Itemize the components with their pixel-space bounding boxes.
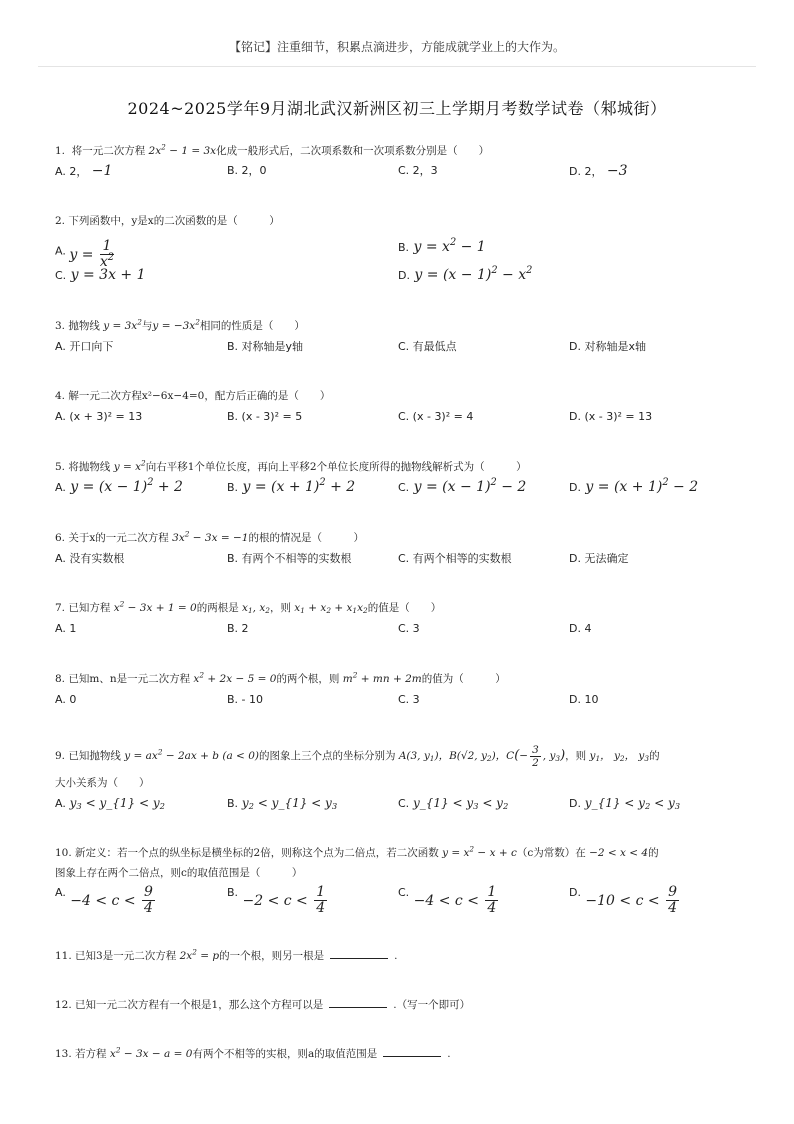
question-12: 12. 已知一元二次方程有一个根是1，那么这个方程可以是 .（写一个即可） (55, 999, 471, 1011)
option-c: C. $y = (x - 1)^2 - 2$ (398, 477, 527, 495)
option-b: B. (x - 3)² = 5 (227, 410, 303, 423)
question-11: 11. 已知3是一元二次方程 $2x^2 = p$的一个根，则另一根是 . (55, 947, 398, 962)
question-3: 3. 抛物线 $y = 3x^2$与$y = -3x^2$相同的性质是（ ） A. 开口向下 B. 对称轴是y轴 C. 有最低点 D. 对称轴是x轴 (55, 317, 646, 353)
option-a: A. 2， −1 (55, 163, 113, 179)
option-d: D. −10 < c < $\frac{9}{4}$ (569, 884, 677, 916)
q10-line2: 图象上存在两个二倍点，则c的取值范围是（ ） (55, 867, 303, 879)
option-b: B. 2，0 (227, 164, 267, 177)
option-d: D. (x - 3)² = 13 (569, 410, 653, 423)
option-a: A. (x + 3)² = 13 (55, 410, 143, 423)
option-d: D. y_{1} < $y_2 < y_3$ (569, 796, 681, 812)
exam-title: 2024~2025学年9月湖北武汉新洲区初三上学期月考数学试卷（邾城街） (127, 99, 667, 118)
option-d: D. 4 (569, 622, 592, 635)
option-b: B. - 10 (227, 693, 264, 706)
option-a: A. 开口向下 (55, 340, 114, 353)
option-a: A. y = $\frac{1}{x^2}$ (55, 238, 115, 270)
option-b: B. $y = (x + 1)^2 + 2$ (227, 477, 356, 495)
option-a: A. 0 (55, 693, 77, 706)
question-4: 4. 解一元二次方程x²−6x−4=0，配方后正确的是（ ） A. (x + 3)² = 13 B. (x - 3)² = 5 C. (x - 3)² = 4 D. (x - 3)² = 13 (55, 390, 653, 423)
option-c: C. 2，3 (398, 164, 438, 177)
question-6: 6. 关于x的一元二次方程 $3x^2 - 3x = -1$的根的情况是（ ） A. 没有实数根 B. 有两个不相等的实数根 C. 有两个相等的实数根 D. 无法确定 (55, 529, 629, 565)
option-b: B. $y = x^2 - 1$ (398, 237, 486, 255)
option-b: B. $y_2$ < y_{1} < $y_3$ (227, 796, 338, 812)
motto-header: 【铭记】注重细节，积累点滴进步，方能成就学业上的大作为。 (228, 40, 565, 54)
option-c: C. 有两个相等的实数根 (398, 552, 512, 565)
option-c: C. 有最低点 (398, 340, 457, 353)
option-b: B. 有两个不相等的实数根 (227, 552, 352, 565)
option-a: A. −4 < c < $\frac{9}{4}$ (55, 884, 153, 916)
question-9: 9. 已知抛物线 $y = ax^2 - 2ax + b$ (a < 0)的图象上三个点的坐标分别为 A(3, $y_1$)，B(√2, $y_2$)，C(− $\frac{3}{2}$ , $y_3$)，则 $y_1$， $y_2$， $y_3$的 大小关系为（ ） A. $y_3$ < y_{1} < $y_2$ B. $y_2$ < y_{1} < $y_3$ C. y_{1} < $y_3 < y_2$ D. y_{1} < $y_2 < y_3$ (55, 741, 745, 791)
option-a: A. $y_3$ < y_{1} < $y_2$ (55, 796, 165, 812)
header-divider (38, 66, 756, 67)
option-d: D. $y = (x + 1)^2 - 2$ (569, 477, 699, 495)
question-10: 10. 新定义：若一个点的纵坐标是横坐标的2倍，则称这个点为二倍点，若二次函数 $y = x^2 - x + c(c$为常数）在 −2 < x < 4的 图象上存在两个二倍点，则c的取值范围是（ ） A. −4 < c < $\frac{9}{4}$ B. −2 < c < $\frac{1}{4}$ C. −4 < c < $\frac{1}{4}$ D. −10 < c < $\frac{9}{4}$ (55, 845, 745, 881)
answer-blank[interactable] (329, 997, 387, 1008)
option-b: B. 2 (227, 622, 249, 635)
question-8: 8. 已知m、n是一元二次方程 $x^2 + 2x - 5 = 0$的两个根，则 $m^2$ + mn + 2m的值为（ ） A. 0 B. - 10 C. 3 D. 10 (55, 670, 599, 706)
option-a: A. 1 (55, 622, 77, 635)
option-a: A. $y = (x - 1)^2 + 2$ (55, 477, 183, 495)
option-d: D. 对称轴是x轴 (569, 340, 646, 353)
question-7: 7. 已知方程 $x^2 - 3x + 1 = 0$的两根是 $x_1$, $x_2$，则 $x_1 + x_2 + x_1x_2$的值是（ ） A. 1 B. 2 C. 3 D. 4 (55, 599, 592, 635)
option-b: B. 对称轴是y轴 (227, 340, 304, 353)
option-c: C. y_{1} < $y_3 < y_2$ (398, 796, 509, 812)
question-5: 5. 将抛物线 $y = x^2$向右平移1个单位长度，再向上平移2个单位长度所得的抛物线解析式为（ ） A. $y = (x - 1)^2 + 2$ B. $y = (x + 1)^2 + 2$ C. $y = (x - 1)^2 - 2$ D. $y = (x + 1)^2 - 2$ (55, 458, 699, 495)
option-a: A. 没有实数根 (55, 552, 125, 565)
answer-blank[interactable] (330, 948, 388, 959)
option-c: C. −4 < c < $\frac{1}{4}$ (398, 884, 497, 916)
question-1: 1. 将一元二次方程 $2x^2 - 1 = 3x$化成一般形式后，二次项系数和一次项系数分别是（ ） A. 2， −1 B. 2，0 C. 2，3 D. 2， −3 (55, 142, 628, 179)
option-c: C. 3 (398, 693, 420, 706)
option-d: D. 无法确定 (569, 552, 629, 565)
option-d: D. 10 (569, 693, 599, 706)
option-d: D. $y = (x - 1)^2 - x^2$ (398, 265, 533, 283)
question-2: 2. 下列函数中，y是x的二次函数的是（ ） A. y = $\frac{1}{x^2}$ B. $y = x^2 - 1$ C. y = 3x + 1 D. $y = (x - 1)^2 - x^2$ (55, 215, 533, 283)
q9-line2: 大小关系为（ ） (55, 777, 150, 789)
option-c: C. y = 3x + 1 (55, 267, 146, 283)
q-number: 1. (55, 145, 66, 157)
option-c: C. (x - 3)² = 4 (398, 410, 474, 423)
option-d: D. 2， −3 (569, 163, 628, 179)
question-13: 13. 若方程 $x^2 - 3x - a = 0$有两个不相等的实根，则a的取值范围是 . (55, 1045, 451, 1060)
answer-blank[interactable] (383, 1046, 441, 1057)
option-c: C. 3 (398, 622, 420, 635)
option-b: B. −2 < c < $\frac{1}{4}$ (227, 884, 326, 916)
